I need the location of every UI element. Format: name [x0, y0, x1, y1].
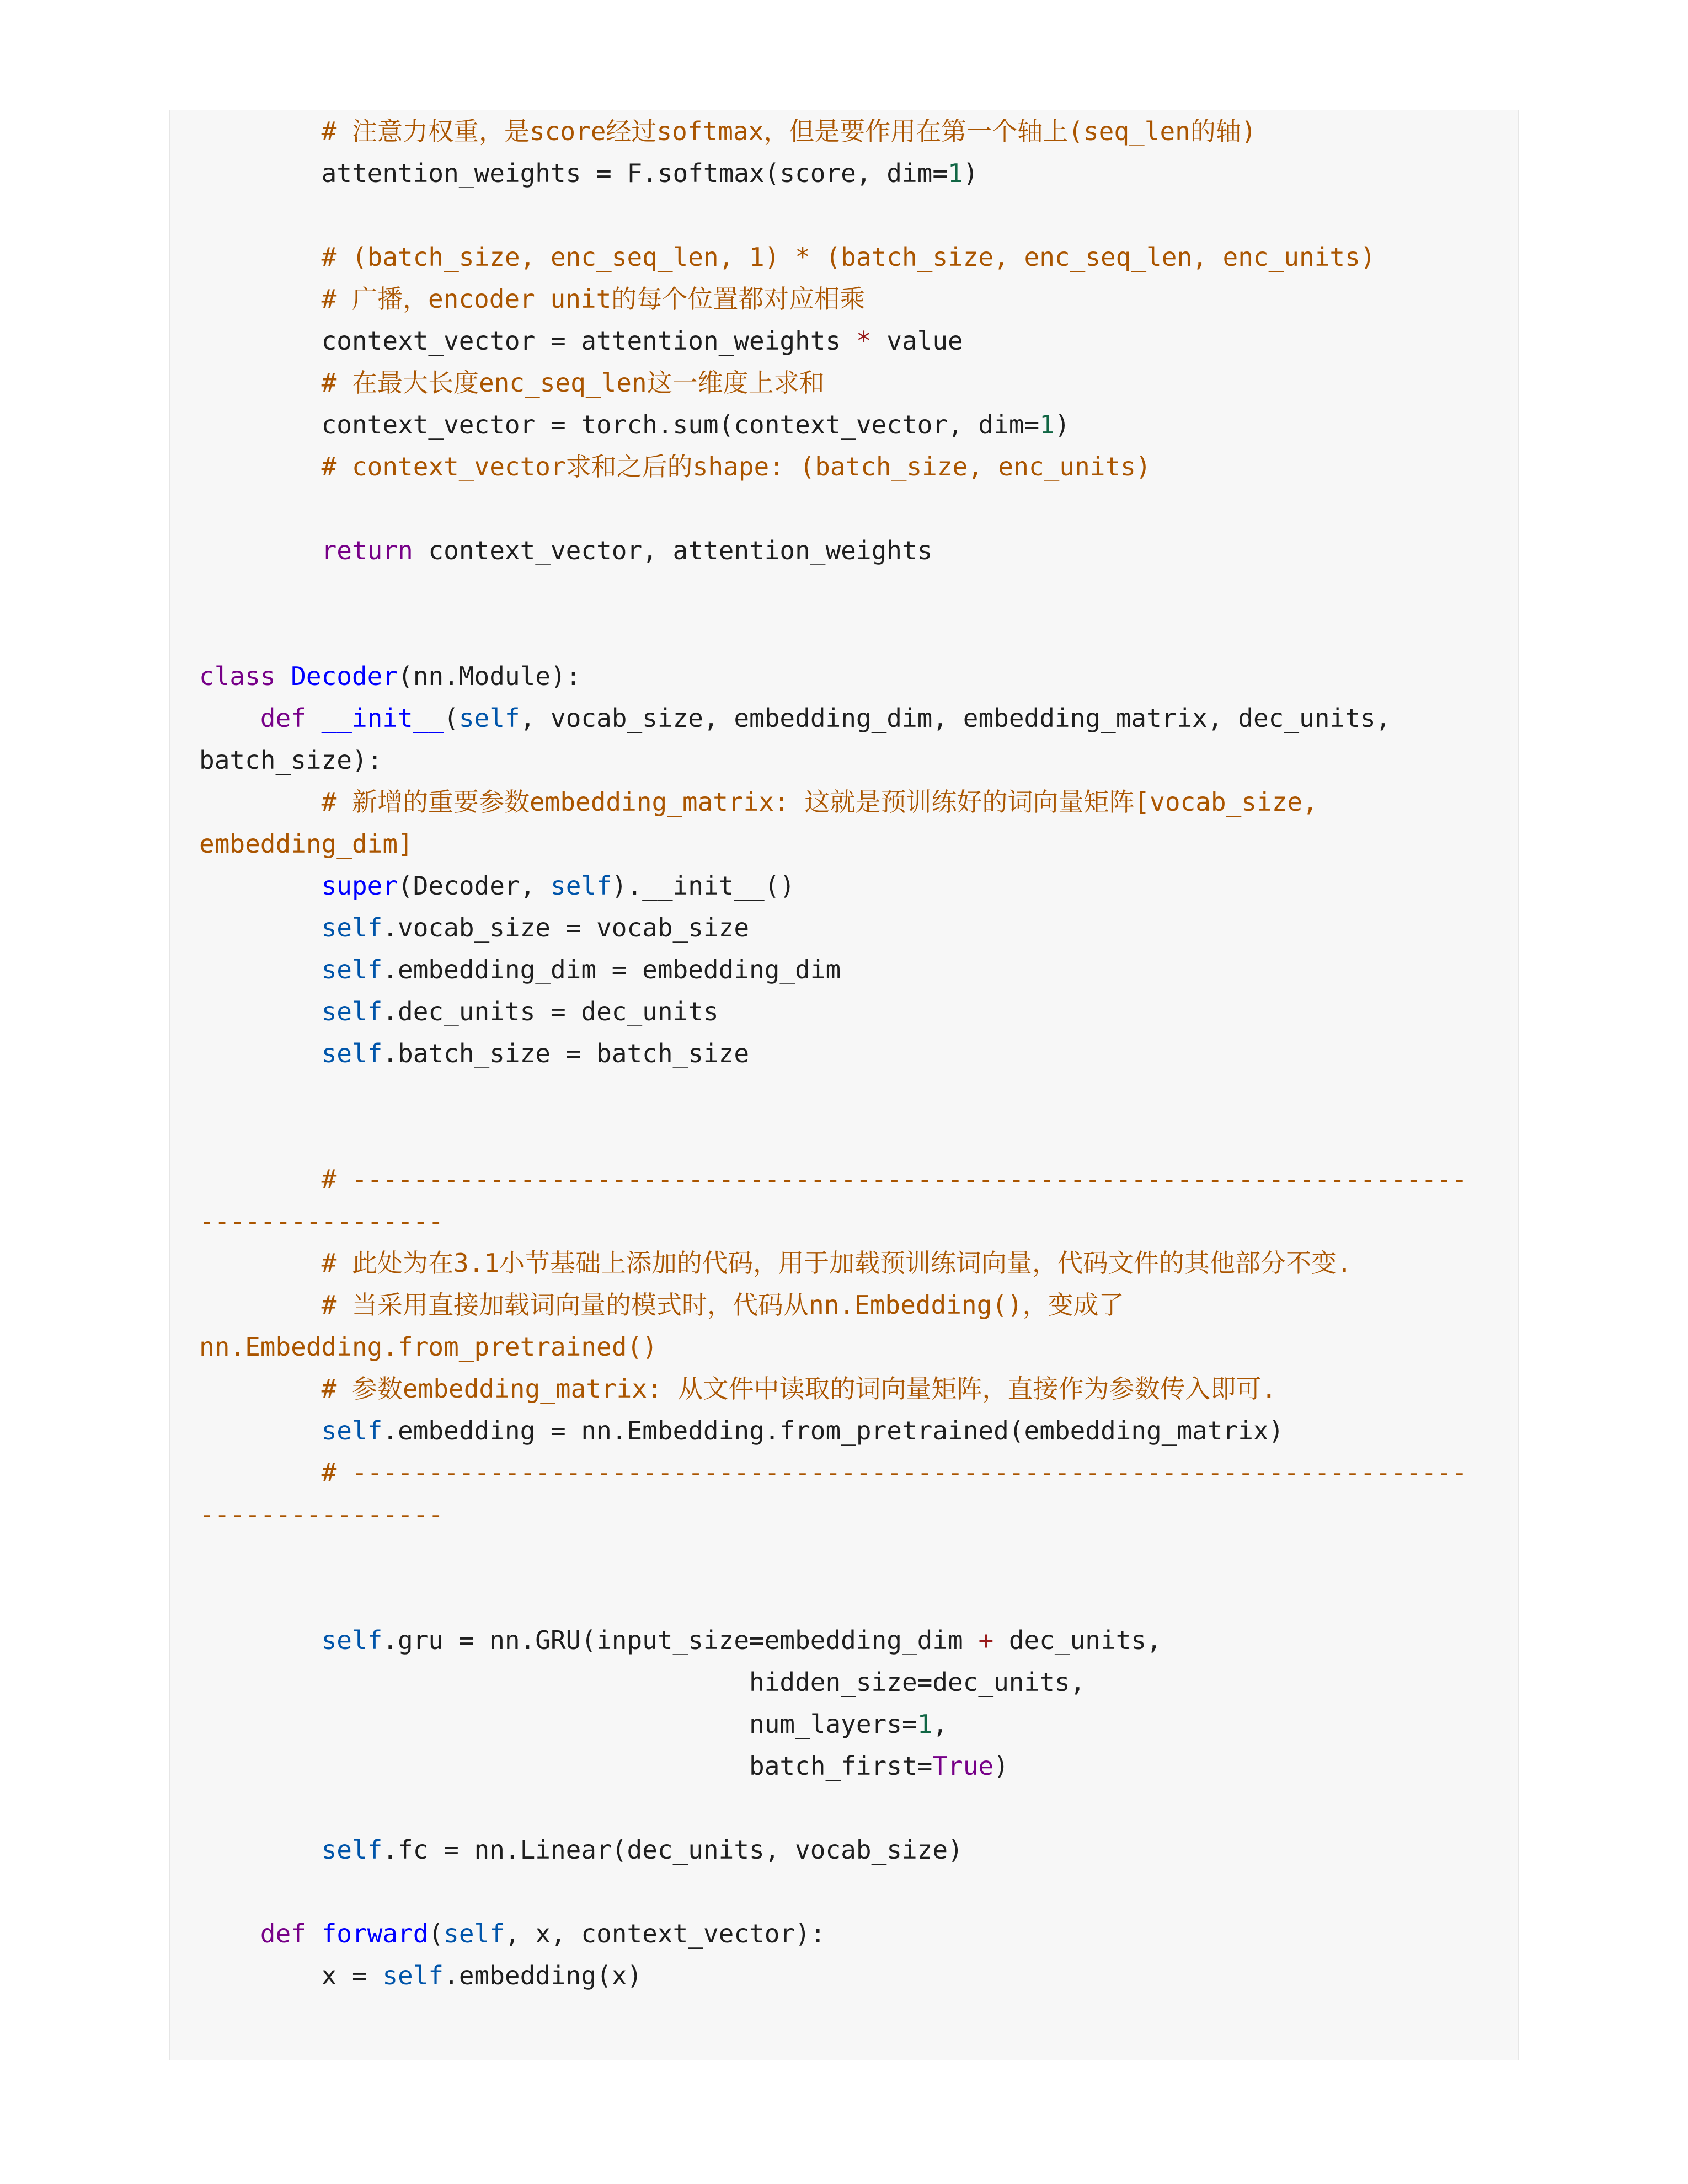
- code-line: [199, 1913, 826, 1955]
- code-indent: [199, 1290, 322, 1320]
- code-token: ----------------: [199, 1206, 444, 1236]
- code-line: [199, 1410, 1284, 1452]
- code-indent: [199, 1416, 322, 1446]
- code-indent: [199, 284, 322, 314]
- code-indent: [199, 1667, 749, 1697]
- code-line: [199, 529, 932, 571]
- code-token: *: [856, 326, 872, 356]
- code-line: [199, 1242, 1352, 1284]
- code-line: [199, 991, 719, 1032]
- code-indent: [199, 1919, 260, 1949]
- code-token: context_vector, attention_weights: [413, 536, 933, 565]
- code-indent: [199, 1039, 322, 1068]
- code-token: 1: [1039, 410, 1055, 440]
- code-indent: [199, 158, 322, 188]
- code-line: [199, 236, 1375, 278]
- code-token: # (batch_size, enc_seq_len, 1) * (batch_size, enc_seq_len, enc_units): [321, 242, 1376, 272]
- code-line: [199, 1494, 444, 1535]
- code-token: self: [321, 1416, 383, 1446]
- code-token: ,: [932, 1709, 948, 1739]
- code-indent: [199, 787, 322, 817]
- code-token: +: [978, 1625, 994, 1655]
- code-token: class: [199, 661, 276, 691]
- code-token: embedding_dim]: [199, 829, 413, 859]
- code-indent: [199, 1709, 749, 1739]
- code-line: [199, 1368, 1276, 1410]
- code-token: # 此处为在3.1小节基础上添加的代码，用于加载预训练词向量，代码文件的其他部分不变.: [321, 1248, 1352, 1278]
- code-indent: [199, 1751, 749, 1781]
- code-line: [199, 781, 1318, 823]
- code-indent: [199, 368, 322, 398]
- code-token: [306, 703, 322, 733]
- code-line: [199, 1284, 1124, 1326]
- code-token: .gru = nn.GRU(input_size=embedding_dim: [382, 1625, 979, 1655]
- code-token: self: [458, 703, 520, 733]
- code-line: [199, 152, 978, 194]
- code-token: self: [382, 1961, 444, 1990]
- code-token: .fc = nn.Linear(dec_units, vocab_size): [382, 1835, 963, 1865]
- code-line: [199, 1829, 963, 1871]
- code-token: [306, 1919, 322, 1949]
- code-token: # context_vector求和之后的shape: (batch_size, enc_units): [321, 452, 1151, 481]
- code-token: num_layers=: [749, 1709, 917, 1739]
- code-line: [199, 278, 865, 320]
- code-line: [199, 1452, 1467, 1494]
- code-token: .embedding_dim = embedding_dim: [382, 955, 841, 984]
- code-indent: [199, 1248, 322, 1278]
- code-indent: [199, 1835, 322, 1865]
- code-token: self: [321, 913, 383, 943]
- code-token: # 新增的重要参数embedding_matrix: 这就是预训练好的词向量矩阵[vocab_size,: [321, 787, 1318, 817]
- code-token: (: [428, 1919, 444, 1949]
- code-token: .embedding(x): [444, 1961, 643, 1990]
- code-line: [199, 1200, 444, 1242]
- code-indent: [199, 410, 322, 440]
- code-token: (: [444, 703, 459, 733]
- code-token: super: [321, 871, 398, 901]
- code-token: # 在最大长度enc_seq_len这一维度上求和: [321, 368, 825, 398]
- code-token: ): [1054, 410, 1070, 440]
- code-token: value: [871, 326, 963, 356]
- code-token: True: [932, 1751, 994, 1781]
- code-line: [199, 1326, 658, 1368]
- code-line: [199, 1703, 948, 1745]
- code-line: [199, 1619, 1162, 1661]
- code-token: ): [993, 1751, 1009, 1781]
- code-line: [199, 655, 581, 697]
- code-line: [199, 362, 825, 404]
- code-token: attention_weights = F.softmax(score, dim=: [321, 158, 948, 188]
- code-line: [199, 865, 795, 907]
- code-line: [199, 1158, 1467, 1200]
- code-token: 1: [948, 158, 963, 188]
- code-token: # 参数embedding_matrix: 从文件中读取的词向量矩阵，直接作为参数传入即可.: [321, 1374, 1277, 1404]
- code-token: ----------------: [199, 1500, 444, 1529]
- code-token: # -------------------------------------------------------------------------: [321, 1164, 1467, 1194]
- code-token: Decoder: [291, 661, 398, 691]
- code-token: (nn.Module):: [398, 661, 581, 691]
- code-line: [199, 739, 382, 781]
- code-token: def: [260, 703, 306, 733]
- code-token: nn.Embedding.from_pretrained(): [199, 1332, 658, 1362]
- code-line: [199, 110, 1257, 152]
- code-token: ): [963, 158, 979, 188]
- code-token: hidden_size=dec_units,: [749, 1667, 1086, 1697]
- code-token: # -------------------------------------------------------------------------: [321, 1458, 1467, 1487]
- code-block: [169, 110, 1519, 2060]
- code-line: [199, 404, 1070, 446]
- code-token: batch_size):: [199, 745, 383, 775]
- code-indent: [199, 955, 322, 984]
- code-line: [199, 320, 963, 362]
- code-indent: [199, 452, 322, 481]
- code-token: context_vector = torch.sum(context_vector, dim=: [321, 410, 1040, 440]
- code-token: .dec_units = dec_units: [382, 997, 719, 1026]
- code-token: __init__: [321, 703, 444, 733]
- code-indent: [199, 116, 322, 146]
- code-line: [199, 446, 1151, 488]
- code-line: [199, 907, 749, 949]
- code-token: .vocab_size = vocab_size: [382, 913, 750, 943]
- code-indent: [199, 1625, 322, 1655]
- code-line: [199, 823, 413, 865]
- code-indent: [199, 1458, 322, 1487]
- code-token: batch_first=: [749, 1751, 933, 1781]
- code-token: , vocab_size, embedding_dim, embedding_matrix, dec_units,: [520, 703, 1391, 733]
- code-token: forward: [321, 1919, 429, 1949]
- code-indent: [199, 913, 322, 943]
- code-token: return: [321, 536, 413, 565]
- code-token: context_vector = attention_weights: [321, 326, 856, 356]
- code-token: 1: [917, 1709, 933, 1739]
- code-token: self: [321, 997, 383, 1026]
- code-token: ).__init__(): [611, 871, 795, 901]
- code-token: self: [321, 955, 383, 984]
- code-token: , x, context_vector):: [504, 1919, 826, 1949]
- code-indent: [199, 997, 322, 1026]
- code-token: # 当采用直接加载词向量的模式时，代码从nn.Embedding()，变成了: [321, 1290, 1124, 1320]
- code-indent: [199, 242, 322, 272]
- code-token: [275, 661, 291, 691]
- code-indent: [199, 703, 260, 733]
- code-token: self: [551, 871, 612, 901]
- code-token: # 注意力权重，是score经过softmax，但是要作用在第一个轴上(seq_len的轴): [321, 116, 1257, 146]
- code-token: # 广播，encoder unit的每个位置都对应相乘: [321, 284, 866, 314]
- code-indent: [199, 1164, 322, 1194]
- code-token: dec_units,: [993, 1625, 1162, 1655]
- code-token: .embedding = nn.Embedding.from_pretrained(embedding_matrix): [382, 1416, 1284, 1446]
- code-indent: [199, 326, 322, 356]
- code-indent: [199, 871, 322, 901]
- code-token: self: [321, 1625, 383, 1655]
- code-token: .batch_size = batch_size: [382, 1039, 750, 1068]
- code-line: [199, 1745, 1009, 1787]
- code-token: self: [321, 1039, 383, 1068]
- code-indent: [199, 536, 322, 565]
- code-indent: [199, 1374, 322, 1404]
- code-line: [199, 697, 1391, 739]
- code-token: def: [260, 1919, 306, 1949]
- code-indent: [199, 1961, 322, 1990]
- code-line: [199, 949, 841, 991]
- code-line: [199, 1955, 642, 1996]
- code-line: [199, 1032, 749, 1074]
- code-token: self: [444, 1919, 505, 1949]
- code-token: (Decoder,: [398, 871, 551, 901]
- code-token: x =: [321, 1961, 383, 1990]
- code-token: self: [321, 1835, 383, 1865]
- code-line: [199, 1661, 1085, 1703]
